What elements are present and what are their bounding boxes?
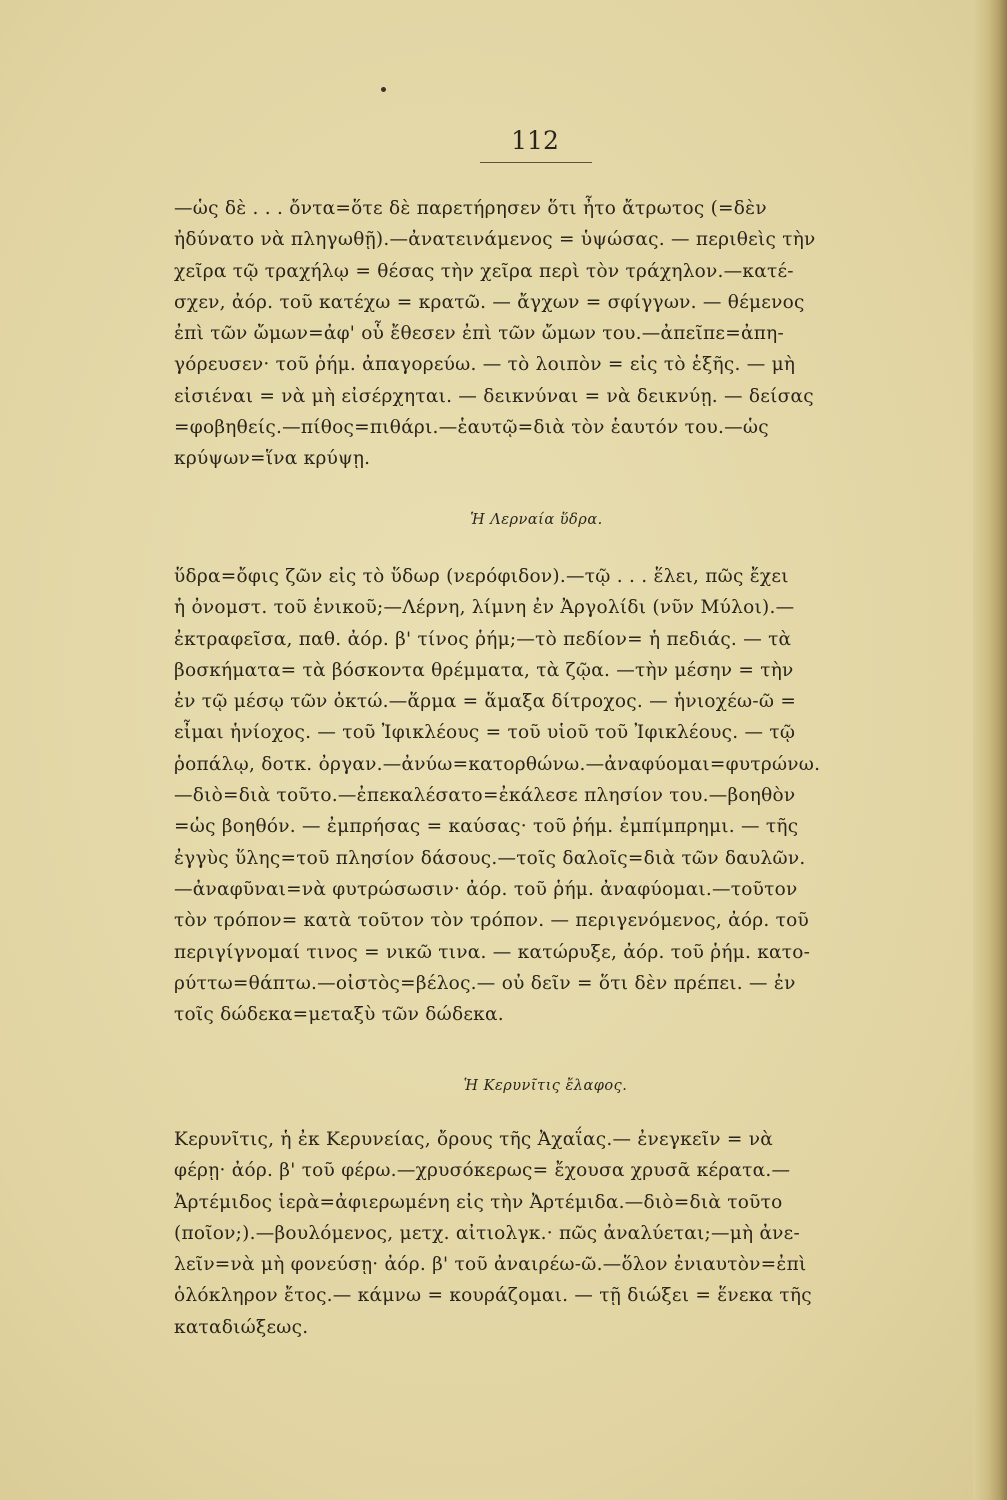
text-line: ἡ ὀνομστ. τοῦ ἑνικοῦ;—Λέρνη, λίμνη ἐν Ἀργολίδι (νῦν Μύλοι).— [174, 597, 795, 619]
text-line: εἶμαι ἡνίοχος. — τοῦ Ἰφικλέους = τοῦ υἱοῦ τοῦ Ἰφικλέους. — τῷ [174, 722, 796, 744]
text-line: χεῖρα τῷ τραχήλῳ = θέσας τὴν χεῖρα περὶ τὸν τράχηλον.—κατέ- [174, 260, 794, 282]
section-1-text [174, 193, 896, 475]
text-line: —ὡς δὲ . . . ὄντα=ὅτε δὲ παρετήρησεν ὅτι ἦτο ἄτρωτος (=δὲν [174, 198, 767, 219]
text-line: κρύψων=ἵνα κρύψῃ. [174, 448, 371, 470]
text-line: =ὡς βοηθόν. — ἐμπρήσας = καύσας· τοῦ ῥήμ. ἐμπίμπρημι. — τῆς [174, 816, 799, 838]
text-line: βοσκήματα= τὰ βόσκοντα θρέμματα, τὰ ζῷα. —τὴν μέσην = τὴν [174, 659, 794, 681]
text-line: Κερυνῖτις, ἡ ἐκ Κερυνείας, ὄρους τῆς Ἀχαΐας.— ἐνεγκεῖν = νὰ [174, 1129, 774, 1150]
text-line: ὕδρα=ὄφις ζῶν εἰς τὸ ὕδωρ (νερόφιδον).—τῷ . . . ἕλει, πῶς ἔχει [174, 566, 789, 587]
text-line: τοῖς δώδεκα=μεταξὺ τῶν δώδεκα. [174, 1004, 504, 1026]
text-line: φέρῃ· ἀόρ. β' τοῦ φέρω.—χρυσόκερως= ἔχουσα χρυσᾶ κέρατα.— [174, 1160, 791, 1182]
text-line: —ἀναφῦναι=νὰ φυτρώσωσιν· ἀόρ. τοῦ ῥήμ. ἀναφύομαι.—τοῦτον [174, 878, 798, 900]
header-rule [480, 162, 592, 163]
text-line: ἠδύνατο νὰ πληγωθῇ).—ἀνατεινάμενος = ὑψώσας. — περιθεὶς τὴν [174, 229, 816, 251]
ink-dot [381, 87, 386, 92]
text-line: ἐν τῷ μέσῳ τῶν ὀκτώ.—ἅρμα = ἅμαξα δίτροχος. — ἡνιοχέω-ῶ = [174, 691, 797, 713]
text-line: ρύττω=θάπτω.—οἰστὸς=βέλος.— οὐ δεῖν = ὅτι δὲν πρέπει. — ἐν [174, 972, 796, 994]
text-line: (ποῖον;).—βουλόμενος, μετχ. αἰτιολγκ.· πῶς ἀναλύεται;—μὴ ἀνε- [174, 1222, 801, 1244]
text-line: ἐγγὺς ὕλης=τοῦ πλησίον δάσους.—τοῖς δαλοῖς=διὰ τῶν δαυλῶν. [174, 847, 806, 869]
section-heading-ceryneian-hind: Ἡ Κερυνῖτις ἔλαφος. [463, 1078, 628, 1094]
text-line: λεῖν=νὰ μὴ φονεύσῃ· ἀόρ. β' τοῦ ἀναιρέω-ῶ.—ὅλον ἐνιαυτὸν=ἐπὶ [174, 1254, 807, 1276]
page-edge [973, 0, 1007, 1500]
text-line: τὸν τρόπον= κατὰ τοῦτον τὸν τρόπον. — περιγενόμενος, ἀόρ. τοῦ [174, 910, 810, 932]
text-line: =φοβηθείς.—πίθος=πιθάρι.—ἑαυτῷ=διὰ τὸν ἑαυτόν του.—ὡς [174, 417, 769, 439]
text-line: γόρευσεν· τοῦ ῥήμ. ἀπαγορεύω. — τὸ λοιπὸν = εἰς τὸ ἑξῆς. — μὴ [174, 354, 796, 376]
text-line: ὁλόκληρον ἔτος.— κάμνω = κουράζομαι. — τῇ διώξει = ἕνεκα τῆς [174, 1285, 812, 1307]
section-heading-lernaean-hydra: Ἡ Λερναία ὕδρα. [470, 512, 603, 528]
section-3-text [174, 1124, 896, 1343]
text-line: καταδιώξεως. [174, 1316, 309, 1338]
text-line: περιγίγνομαί τινος = νικῶ τινα. — κατώρυξε, ἀόρ. τοῦ ῥήμ. κατο- [174, 941, 811, 963]
text-line: ἐκτραφεῖσα, παθ. ἀόρ. β' τίνος ῥήμ;—τὸ πεδίον= ἡ πεδιάς. — τὰ [174, 628, 792, 650]
text-line: —διὸ=διὰ τοῦτο.—ἐπεκαλέσατο=ἐκάλεσε πλησίον του.—βοηθὸν [174, 785, 796, 807]
text-line: Ἀρτέμιδος ἱερὰ=ἀφιερωμένη εἰς τὴν Ἀρτέμιδα.—διὸ=διὰ τοῦτο [174, 1191, 783, 1213]
text-line: εἰσιέναι = νὰ μὴ εἰσέρχηται. — δεικνύναι = νὰ δεικνύῃ. — δείσας [174, 385, 814, 407]
section-2-text [174, 561, 896, 1030]
page-number: 112 [511, 126, 559, 155]
text-line: ἐπὶ τῶν ὤμων=ἀφ' οὗ ἔθεσεν ἐπὶ τῶν ὤμων του.—ἀπεῖπε=ἀπη- [174, 323, 784, 345]
text-line: σχεν, ἀόρ. τοῦ κατέχω = κρατῶ. — ἄγχων = σφίγγων. — θέμενος [174, 291, 805, 313]
text-line: ῥοπάλῳ, δοτκ. ὀργαν.—ἀνύω=κατορθώνω.—ἀναφύομαι=φυτρώνω. [174, 753, 821, 775]
